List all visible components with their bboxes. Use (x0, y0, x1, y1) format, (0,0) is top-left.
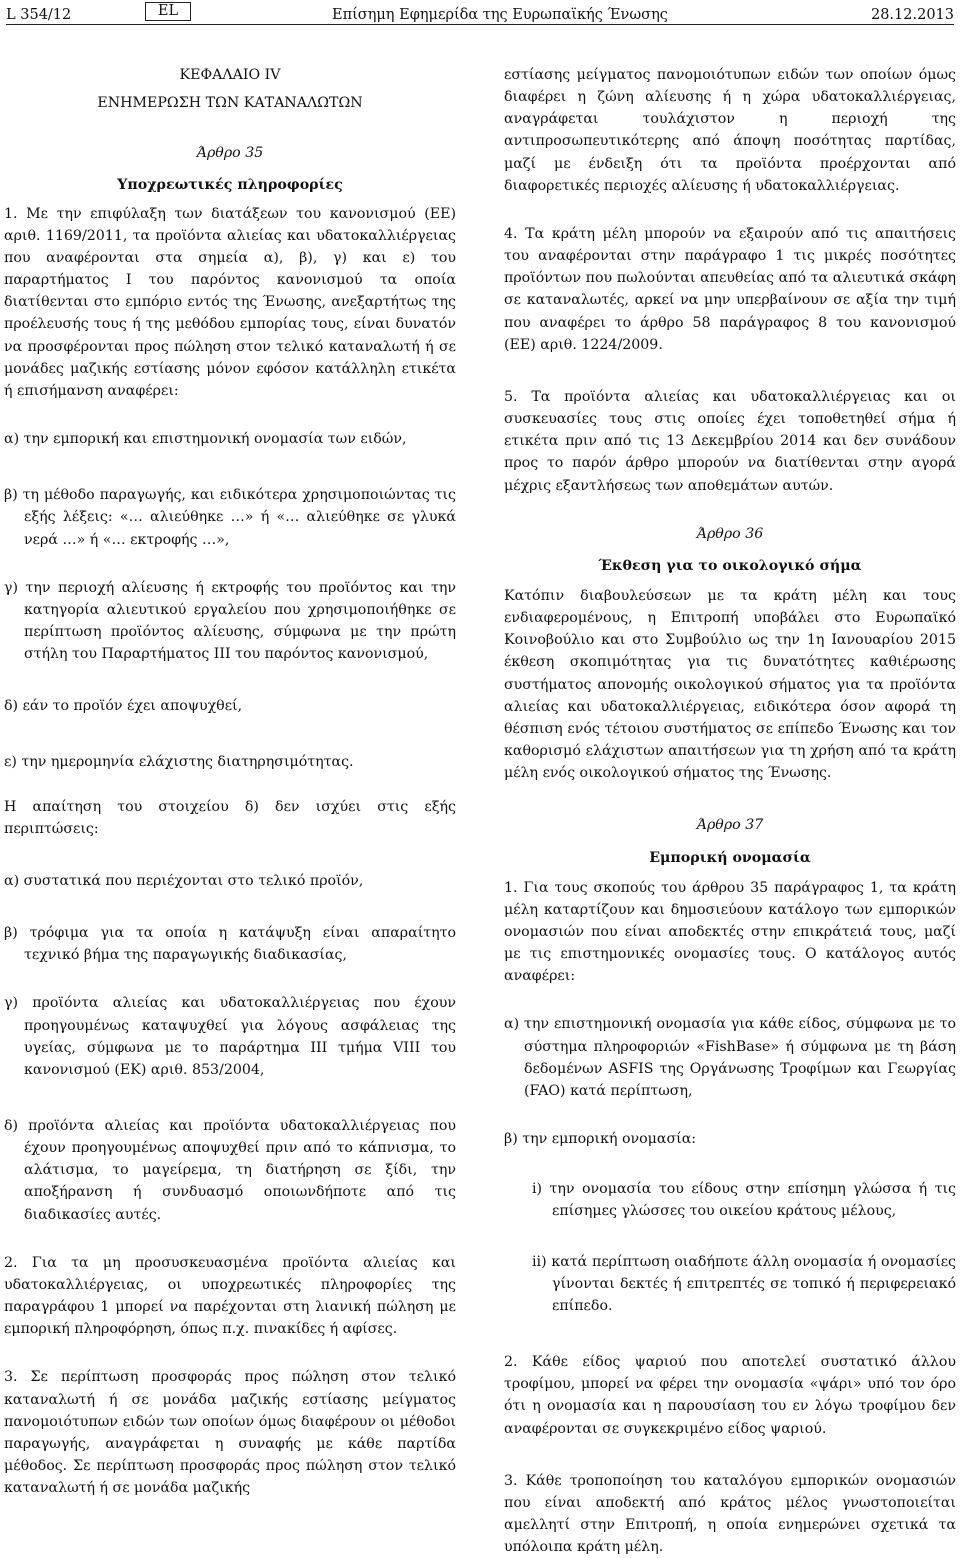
requirement-exception-intro: Η απαίτηση του στοιχείου δ) δεν ισχύει στις εξής περιπτώσεις: (4, 798, 456, 837)
page-number: L 354/12 (6, 7, 72, 23)
article-37-item-a: α) την επιστημονική ονομασία για κάθε είδος, σύμφωνα με το σύστημα πληροφοριών «FishBase» ή σύμφωνα με τη βάση δεδομένων ASFIS της Οργάνωσης Τροφίμων και Γεωργίας (FAO) κατά περίπτωση, (504, 1016, 956, 1099)
page-header (6, 2, 954, 25)
article-37-title: Εμπορική ονομασία (649, 849, 811, 866)
article-37-heading: Άρθρο 37 (696, 817, 764, 834)
publication-date: 28.12.2013 (870, 7, 954, 23)
right-column (504, 64, 956, 1558)
article-35-paragraph-1: 1. Με την επιφύλαξη των διατάξεων του κανονισμού (ΕΕ) αριθ. 1169/2011, τα προϊόντα αλιείας και υδατοκαλλιέργειας που αναφέρονται στα σημεία α), β), γ) και ε) του παραρτήματος Ι του παρόντος κανονισμού τα οποία διατίθενται στο εμπόριο εντός της Ένωσης, ανεξαρτήτως της προέλευσής τους ή της μεθόδου εμπορίας τους, είναι δυνατόν να προσφέρονται προς πώληση στον τελικό καταναλωτή ή σε μονάδες μαζικής εστίασης μόνον εφόσον κατάλληλη ετικέτα ή επισήμανση αναφέρει: (4, 205, 456, 399)
article-37-subitem-ii: ii) κατά περίπτωση οιαδήποτε άλλη ονομασία ή ονομασίες γίνονται δεκτές ή επιτρεπτές σε τοπικό ή περιφερειακό επίπεδο. (532, 1253, 956, 1314)
article-35-paragraph-5: 5. Τα προϊόντα αλιείας και υδατοκαλλιέργειας και οι συσκευασίες τους στις οποίες έχει τοποθετηθεί σήμα ή ετικέτα πριν από τις 13 Δεκεμβρίου 2014 και δεν συνάδουν προς το παρόν άρθρο μπορούν να διατίθενται στην αγορά μέχρις εξαντλήσεως των αποθεμάτων αυτών. (504, 388, 956, 494)
article-35-paragraph-3: 3. Σε περίπτωση προσφοράς προς πώληση στον τελικό καταναλωτή ή σε μονάδα μαζικής εστίασης μείγματος πανομοιότυπων ειδών των οποίων όμως διαφέρουν οι μέθοδοι παραγωγής, αναγράφεται η συναφής με κάθε παρτίδα μέθοδος. Σε περίπτωση προσφοράς προς πώληση στον τελικό καταναλωτή ή σε μονάδα μαζικής (4, 1369, 456, 1497)
article-37-subitem-i: i) την ονομασία του είδους στην επίσημη γλώσσα ή τις επίσημες γλώσσες του οικείου κράτους μέλους, (532, 1181, 956, 1220)
item-c: γ) την περιοχή αλίευσης ή εκτροφής του προϊόντος και την κατηγορία αλιευτικού εργαλείου που χρησιμοποιήθηκε σε περίπτωση προϊόντος αλίευσης, σύμφωνα με την πρώτη στήλη του Παραρτήματος ΙΙΙ του παρόντος κανονισμού, (4, 579, 456, 663)
journal-title: Επίσημη Εφημερίδα της Ευρωπαϊκής Ένωσης (332, 7, 668, 23)
left-column (4, 64, 456, 1499)
article-35-paragraph-4: 4. Τα κράτη μέλη μπορούν να εξαιρούν από τις απαιτήσεις του αναφέρονται στην παράγραφο 1 τις μικρές ποσότητες προϊόντων που πωλούνται απευθείας από τα αλιευτικά σκάφη σε καταναλωτές, αρκεί να μην υπερβαίνουν σε αξία την τιμή που αναφέρει το άρθρο 58 παράγραφος 8 του κανονισμού (ΕΕ) αριθ. 1224/2009. (504, 225, 956, 353)
article-37-paragraph-3: 3. Κάθε τροποποίηση του καταλόγου εμπορικών ονομασιών που είναι αποδεκτή από κράτος μέλος γνωστοποιείται αμελλητί στην Επιτροπή, η οποία ενημερώνει σχετικά τα υπόλοιπα κράτη μέλη. (504, 1472, 956, 1556)
exception-c: γ) προϊόντα αλιείας και υδατοκαλλιέργειας που έχουν προηγουμένως καταψυχθεί για λόγους ασφάλειας της υγείας, σύμφωνα με το παράρτημα ΙΙΙ τμήμα VIII του κανονισμού (ΕΚ) αριθ. 853/2004, (4, 995, 456, 1078)
chapter-title: ΕΝΗΜΕΡΩΣΗ ΤΩΝ ΚΑΤΑΝΑΛΩΤΩΝ (97, 95, 363, 112)
article-36-title: Έκθεση για το οικολογικό σήμα (598, 557, 862, 574)
item-d: δ) εάν το προϊόν έχει αποψυχθεί, (4, 698, 243, 715)
article-36-text: Κατόπιν διαβουλεύσεων με τα κράτη μέλη και τους ενδιαφερομένους, η Επιτροπή υποβάλει στο Ευρωπαϊκό Κοινοβούλιο και στο Συμβούλιο ως την 1η Ιανουαρίου 2015 έκθεση σκοπιμότητας για τις δυνατότητες καθιέρωσης συστήματος απονομής οικολογικού σήματος για τα προϊόντα αλιείας και υδατοκαλλιέργειας, ειδικότερα όσον αφορά τη θέσπιση ενός τέτοιου συστήματος σε επίπεδο Ένωσης και τον καθορισμό ελάχιστων απαιτήσεων για τη χρήση από τα κράτη μέλη ενός οικολογικού σήματος της Ένωσης. (504, 587, 956, 782)
article-35-heading: Άρθρο 35 (196, 145, 264, 162)
item-b: β) τη μέθοδο παραγωγής, και ειδικότερα χρησιμοποιώντας τις εξής λέξεις: «… αλιεύθηκε …» ή «… αλιεύθηκε σε γλυκά νερά …» ή «… εκτροφής …», (4, 487, 456, 548)
article-35-paragraph-3-continued: εστίασης μείγματος πανομοιότυπων ειδών των οποίων όμως διαφέρει η ζώνη αλίευσης ή η χώρα υδατοκαλλιέργειας, αναγράφεται τουλάχιστον η περιοχή της αντιπροσωπευτικότερης από άποψη ποσότητας παρτίδας, μαζί με ένδειξη ότι τα προϊόντα προέρχονται από διαφορετικές περιοχές αλίευσης ή υδατοκαλλιέργειας. (504, 67, 956, 194)
article-37-paragraph-1: 1. Για τους σκοπούς του άρθρου 35 παράγραφος 1, τα κράτη μέλη καταρτίζουν και δημοσιεύουν κατάλογο των εμπορικών ονομασιών που είναι αποδεκτές στην επικράτειά τους, μαζί με τις επιστημονικές ονομασίες τους. Ο κατάλογος αυτός αναφέρει: (504, 879, 956, 985)
article-36-heading: Άρθρο 36 (696, 525, 764, 542)
exception-b: β) τρόφιμα για τα οποία η κατάψυξη είναι απαραίτητο τεχνικό βήμα της παραγωγικής διαδικασίας, (4, 925, 456, 964)
article-37-paragraph-2: 2. Κάθε είδος ψαριού που αποτελεί συστατικό άλλου τροφίμου, μπορεί να φέρει την ονομασία «ψάρι» υπό τον όρο ότι η ονομασία και η παρουσίαση του εν λόγω τροφίμου δεν αναφέρονται σε συγκεκριμένο είδος ψαριού. (504, 1354, 956, 1437)
exception-d: δ) προϊόντα αλιείας και προϊόντα υδατοκαλλιέργειας που έχουν προηγουμένως αποψυχθεί πριν από το κάπνισμα, το αλάτισμα, το μαγείρεμα, τη διατήρηση σε ξίδι, την αποξήρανση ή συνδυασμό οποιωνδήποτε από τις διαδικασίες αυτές. (4, 1118, 456, 1223)
article-35-paragraph-2: 2. Για τα μη προσυσκευασμένα προϊόντα αλιείας και υδατοκαλλιέργειας, οι υποχρεωτικές πληροφορίες της παραγράφου 1 μπορεί να παρέχονται στη λιανική πώληση με εμπορική πληροφόρηση, όπως π.χ. πινακίδες ή αφίσες. (4, 1254, 456, 1338)
language-badge: EL (145, 2, 191, 21)
exception-a: α) συστατικά που περιέχονται στο τελικό προϊόν, (4, 872, 364, 889)
article-37-item-b: β) την εμπορική ονομασία: (504, 1131, 697, 1148)
article-35-title: Υποχρεωτικές πληροφορίες (117, 177, 343, 194)
chapter-number: ΚΕΦΑΛΑΙΟ IV (179, 67, 281, 83)
item-e: ε) την ημερομηνία ελάχιστης διατηρησιμότητας. (4, 754, 354, 771)
item-a: α) την εμπορική και επιστημονική ονομασία των ειδών, (4, 431, 407, 448)
